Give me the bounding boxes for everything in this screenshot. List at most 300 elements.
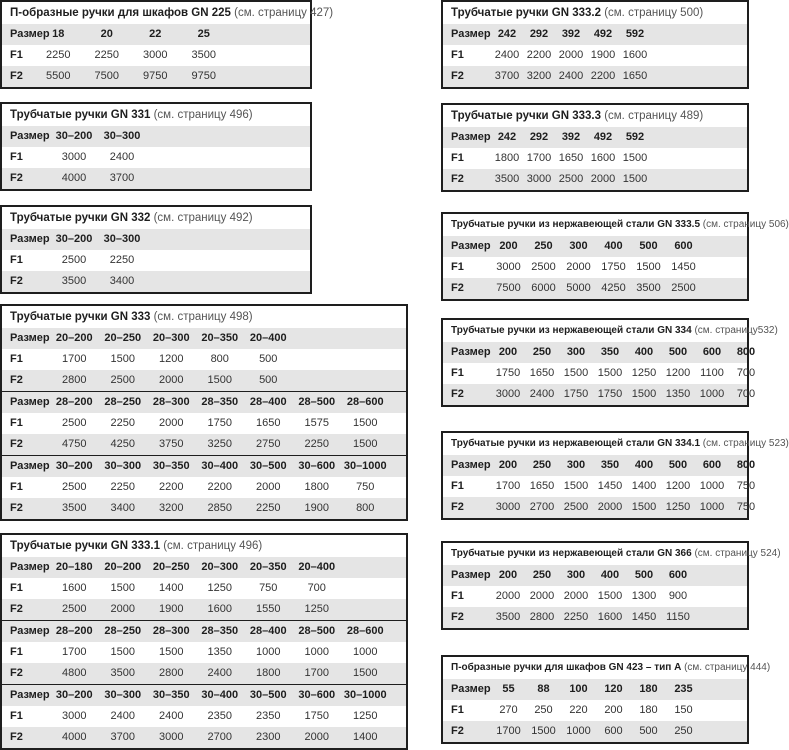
table-cell: 2400 [494,49,520,61]
size-row [443,127,747,148]
table-cell: 2200 [207,481,232,493]
table-cell: 1750 [207,417,232,429]
table-title-text: Трубчатые ручки GN 333.1 [10,540,160,552]
table-cell: 2750 [256,438,281,450]
table-cell: 28–300 [152,396,190,408]
table-cell: 500 [259,353,278,365]
table-cell: 20–250 [104,332,142,344]
table-cell: 88 [537,683,550,695]
table-cell: 1200 [159,353,184,365]
row-label: F1 [10,49,23,61]
table-cell: 2000 [563,590,589,602]
table-cell: 30–200 [55,460,93,472]
table-cell: 1250 [304,603,329,615]
table-cell: 3000 [495,388,521,400]
table-cell: 270 [499,704,518,716]
f2-row [443,384,756,405]
table-cell: 3500 [636,282,661,294]
table-cell: 600 [604,725,623,737]
table-cell: 4250 [110,438,135,450]
table-cell: 800 [210,353,229,365]
table-cell: 2250 [563,611,589,623]
page-reference: (см. страницу 524) [694,548,781,559]
table-cell: 200 [498,346,518,358]
page-reference: (см. страницу532) [694,325,778,336]
f1-row [443,700,747,721]
f2-row [443,607,747,628]
table-cell: 1500 [636,261,661,273]
table-cell: 30–600 [298,460,336,472]
table-cell: 180 [639,704,658,716]
size-row [2,557,406,578]
table-cell: 2800 [159,667,184,679]
table-title [2,104,310,126]
f1-row [443,586,747,607]
table-cell: 600 [668,569,688,581]
table-cell: 2300 [256,731,281,743]
table-cell: 3000 [159,731,184,743]
table-cell: 1600 [590,152,616,164]
table-cell: 28–400 [249,625,287,637]
f2-row [443,497,756,518]
table-cell: 3500 [110,667,135,679]
table-cell: 3700 [109,172,135,184]
table-cell: 2350 [256,710,281,722]
table-cell: 200 [604,704,623,716]
page-reference: (см. страницу 427) [234,7,334,19]
table-cell: 1600 [597,611,623,623]
table-cell: 1000 [699,388,725,400]
table-cell: 3500 [62,502,87,514]
table-cell: 700 [307,582,326,594]
table-cell: 2000 [159,417,184,429]
f2-row [2,271,310,292]
spec-table-gn3335 [441,212,789,301]
table-cell: 2400 [159,710,184,722]
size-row [443,565,747,586]
table-cell: 750 [356,481,375,493]
row-label: Размер [10,625,50,637]
table-cell: 2400 [529,388,555,400]
table-cell: 1000 [256,646,281,658]
page-reference: (см. страницу 496) [163,540,263,552]
table-cell: 350 [600,459,620,471]
table-cell: 3750 [159,438,184,450]
table-cell: 1350 [207,646,232,658]
row-label: F1 [10,582,23,594]
table-cell: 20–400 [298,561,336,573]
table-title [443,433,789,455]
size-row [2,684,406,706]
table-title [443,2,747,24]
row-label: Размер [10,130,50,142]
row-label: F1 [451,480,464,492]
table-title-text: Трубчатые ручки из нержавеющей стали GN 334.1 [451,438,701,449]
table-cell: 800 [736,459,756,471]
f1-row [2,706,406,727]
table-cell: 1550 [256,603,281,615]
table-cell: 2500 [62,603,87,615]
table-cell: 30–200 [55,130,93,142]
table-cell: 1650 [622,70,648,82]
table-cell: 180 [639,683,658,695]
spec-table-gn331 [0,102,312,191]
row-label: F1 [451,49,464,61]
row-label: F2 [10,438,23,450]
table-cell: 1500 [353,438,378,450]
table-cell: 700 [736,367,756,379]
row-label: Размер [10,28,50,40]
table-cell: 1250 [353,710,378,722]
table-cell: 350 [600,346,620,358]
table-cell: 120 [604,683,623,695]
table-cell: 28–350 [201,625,239,637]
table-cell: 2000 [304,731,329,743]
table-cell: 220 [569,704,588,716]
spec-table-gn423 [441,655,771,744]
table-cell: 800 [736,346,756,358]
table-cell: 600 [702,346,722,358]
table-cell: 242 [497,131,517,143]
table-cell: 750 [736,480,756,492]
table-cell: 392 [561,131,581,143]
table-cell: 30–1000 [343,689,387,701]
table-cell: 300 [566,569,586,581]
table-cell: 30–200 [55,689,93,701]
table-cell: 30–400 [201,689,239,701]
spec-table-gn334 [441,318,778,407]
table-cell: 28–500 [298,396,336,408]
table-cell: 242 [497,28,517,40]
row-label: F1 [451,590,464,602]
table-cell: 30–300 [103,233,141,245]
f2-row [2,727,406,748]
table-cell: 2850 [207,502,232,514]
table-cell: 30–500 [249,689,287,701]
table-cell: 2250 [94,49,119,61]
table-cell: 1500 [531,725,556,737]
table-cell: 500 [668,346,688,358]
table-cell: 3500 [495,611,521,623]
row-label: F2 [10,172,23,184]
table-cell: 1500 [597,590,623,602]
f1-row [443,257,747,278]
table-cell: 20 [100,28,113,40]
table-cell: 1400 [159,582,184,594]
table-cell: 3500 [494,173,520,185]
row-label: F2 [10,374,23,386]
table-cell: 1200 [665,480,691,492]
table-cell: 30–400 [201,460,239,472]
table-cell: 1000 [566,725,591,737]
table-cell: 100 [569,683,588,695]
table-title-text: Трубчатые ручки GN 332 [10,212,151,224]
table-cell: 3400 [110,502,135,514]
row-label: Размер [10,689,50,701]
table-cell: 500 [259,374,278,386]
table-cell: 2250 [110,481,135,493]
size-row [2,391,406,413]
table-cell: 1500 [110,353,135,365]
table-cell: 1350 [665,388,691,400]
table-cell: 250 [534,704,553,716]
table-cell: 28–300 [152,625,190,637]
table-cell: 4000 [61,172,87,184]
table-cell: 1750 [304,710,329,722]
table-cell: 2250 [110,417,135,429]
table-title [2,207,310,229]
size-row [443,24,747,45]
page-reference: (см. страницу 523) [702,438,789,449]
table-cell: 2500 [61,254,87,266]
table-cell: 400 [604,240,623,252]
table-cell: 1700 [495,480,521,492]
table-cell: 1500 [353,667,378,679]
table-cell: 1250 [631,367,657,379]
table-cell: 700 [736,388,756,400]
table-cell: 30–600 [298,689,336,701]
f2-row [2,66,310,87]
row-label: Размер [10,460,50,472]
table-cell: 1750 [597,388,623,400]
table-cell: 30–300 [103,130,141,142]
table-cell: 2700 [529,501,555,513]
table-cell: 3700 [494,70,520,82]
table-cell: 20–250 [152,561,190,573]
table-cell: 500 [639,725,658,737]
table-cell: 2500 [558,173,584,185]
table-cell: 750 [736,501,756,513]
table-cell: 6000 [531,282,556,294]
f1-row [2,147,310,168]
table-cell: 55 [502,683,515,695]
table-cell: 600 [674,240,693,252]
table-cell: 200 [499,240,518,252]
row-label: F2 [451,70,464,82]
table-cell: 25 [197,28,210,40]
table-cell: 1100 [700,367,724,379]
f1-row [2,477,406,498]
table-cell: 2250 [256,502,281,514]
table-title-text: Трубчатые ручки из нержавеющей стали GN 334 [451,325,692,336]
table-cell: 30–500 [249,460,287,472]
table-cell: 1500 [622,152,648,164]
table-cell: 20–180 [55,561,93,573]
table-cell: 200 [498,569,518,581]
table-cell: 3000 [496,261,521,273]
table-cell: 1000 [353,646,378,658]
table-cell: 22 [149,28,162,40]
table-cell: 1600 [207,603,232,615]
table-cell: 1500 [110,582,135,594]
spec-table-gn333 [0,304,408,521]
table-cell: 1250 [207,582,232,594]
f1-row [443,148,747,169]
table-cell: 20–200 [55,332,93,344]
table-cell: 2200 [159,481,184,493]
table-cell: 20–400 [249,332,287,344]
f1-row [2,349,406,370]
table-title-text: Трубчатые ручки GN 331 [10,109,151,121]
table-cell: 2200 [590,70,616,82]
table-cell: 30–350 [152,460,190,472]
table-cell: 900 [668,590,688,602]
table-cell: 300 [566,346,586,358]
table-cell: 3250 [207,438,232,450]
table-cell: 1600 [622,49,648,61]
row-label: F1 [10,151,23,163]
table-cell: 250 [534,240,553,252]
page-reference: (см. страницу 496) [153,109,253,121]
row-label: F1 [10,710,23,722]
table-cell: 18 [52,28,65,40]
table-title-text: Трубчатые ручки из нержавеющей стали GN 333.5 [451,219,701,230]
table-cell: 2250 [46,49,71,61]
table-cell: 28–250 [104,625,142,637]
table-cell: 1500 [110,646,135,658]
table-cell: 1750 [563,388,589,400]
row-label: F1 [451,367,464,379]
table-cell: 2000 [597,501,623,513]
table-title [443,657,771,679]
table-cell: 1000 [304,646,329,658]
table-cell: 3000 [143,49,168,61]
page-reference: (см. страницу 492) [153,212,253,224]
table-cell: 400 [600,569,620,581]
table-cell: 1700 [62,353,87,365]
table-cell: 1900 [304,502,329,514]
table-cell: 2000 [159,374,184,386]
page-reference: (см. страницу 506) [702,219,789,230]
spec-table-gn366 [441,541,781,630]
f2-row [443,721,747,742]
table-cell: 4000 [62,731,87,743]
table-cell: 7500 [496,282,521,294]
row-label: Размер [451,131,491,143]
row-label: F2 [451,173,464,185]
f2-row [443,169,747,190]
table-cell: 28–250 [104,396,142,408]
table-title [443,214,789,236]
table-cell: 9750 [143,70,168,82]
table-cell: 1900 [159,603,184,615]
table-cell: 3400 [109,275,135,287]
spec-table-gn3333 [441,103,749,192]
table-title-text: Трубчатые ручки GN 333.2 [451,7,601,19]
table-cell: 2500 [62,481,87,493]
table-cell: 9750 [191,70,216,82]
f1-row [2,642,406,663]
size-row [2,328,406,349]
table-cell: 2700 [207,731,232,743]
table-cell: 2000 [566,261,591,273]
table-cell: 2000 [256,481,281,493]
table-cell: 1500 [563,367,589,379]
spec-table-gn3341 [441,431,789,520]
table-cell: 500 [668,459,688,471]
row-label: F1 [451,152,464,164]
row-label: Размер [451,28,491,40]
table-title [2,306,406,328]
table-cell: 250 [532,569,552,581]
row-label: F2 [451,501,464,513]
table-cell: 3500 [61,275,87,287]
row-label: Размер [451,459,491,471]
f1-row [443,476,756,497]
table-cell: 1400 [353,731,378,743]
row-label: F2 [451,611,464,623]
table-cell: 4800 [62,667,87,679]
table-cell: 28–200 [55,396,93,408]
page-reference: (см. страницу 489) [604,110,704,122]
table-cell: 250 [532,346,552,358]
table-cell: 5500 [46,70,71,82]
table-cell: 750 [259,582,278,594]
row-label: F1 [10,417,23,429]
table-cell: 300 [569,240,588,252]
row-label: Размер [10,396,50,408]
table-cell: 28–200 [55,625,93,637]
table-cell: 1500 [207,374,232,386]
row-label: F1 [10,646,23,658]
table-cell: 2000 [529,590,555,602]
spec-table-gn3332 [441,0,749,89]
table-cell: 1800 [304,481,329,493]
table-cell: 1650 [256,417,281,429]
row-label: F2 [10,667,23,679]
table-cell: 1250 [665,501,691,513]
table-cell: 28–600 [346,396,384,408]
row-label: F1 [451,261,464,273]
table-cell: 2800 [529,611,555,623]
row-label: Размер [451,569,491,581]
table-cell: 300 [566,459,586,471]
table-cell: 3000 [495,501,521,513]
table-cell: 2400 [109,151,135,163]
table-cell: 2500 [62,417,87,429]
table-cell: 2500 [671,282,696,294]
table-cell: 28–400 [249,396,287,408]
row-label: F1 [10,481,23,493]
table-cell: 292 [529,131,549,143]
table-cell: 20–300 [152,332,190,344]
table-cell: 20–300 [201,561,239,573]
size-row [443,455,756,476]
table-title [2,535,406,557]
row-label: F2 [10,275,23,287]
table-cell: 30–200 [55,233,93,245]
page-reference: (см. страницу 500) [604,7,704,19]
table-cell: 250 [532,459,552,471]
spec-table-gn332 [0,205,312,294]
table-title-text: Трубчатые ручки GN 333 [10,311,151,323]
table-cell: 400 [634,346,654,358]
table-cell: 200 [498,459,518,471]
table-cell: 20–200 [104,561,142,573]
table-title-text: Трубчатые ручки из нержавеющей стали GN 366 [451,548,692,559]
table-cell: 2500 [531,261,556,273]
table-cell: 3000 [61,151,87,163]
table-cell: 3700 [110,731,135,743]
table-cell: 2250 [109,254,135,266]
table-cell: 1500 [597,367,623,379]
table-cell: 3200 [159,502,184,514]
table-cell: 1750 [601,261,626,273]
table-cell: 30–300 [104,460,142,472]
row-label: Размер [451,240,491,252]
row-label: F1 [10,353,23,365]
size-row [2,620,406,642]
